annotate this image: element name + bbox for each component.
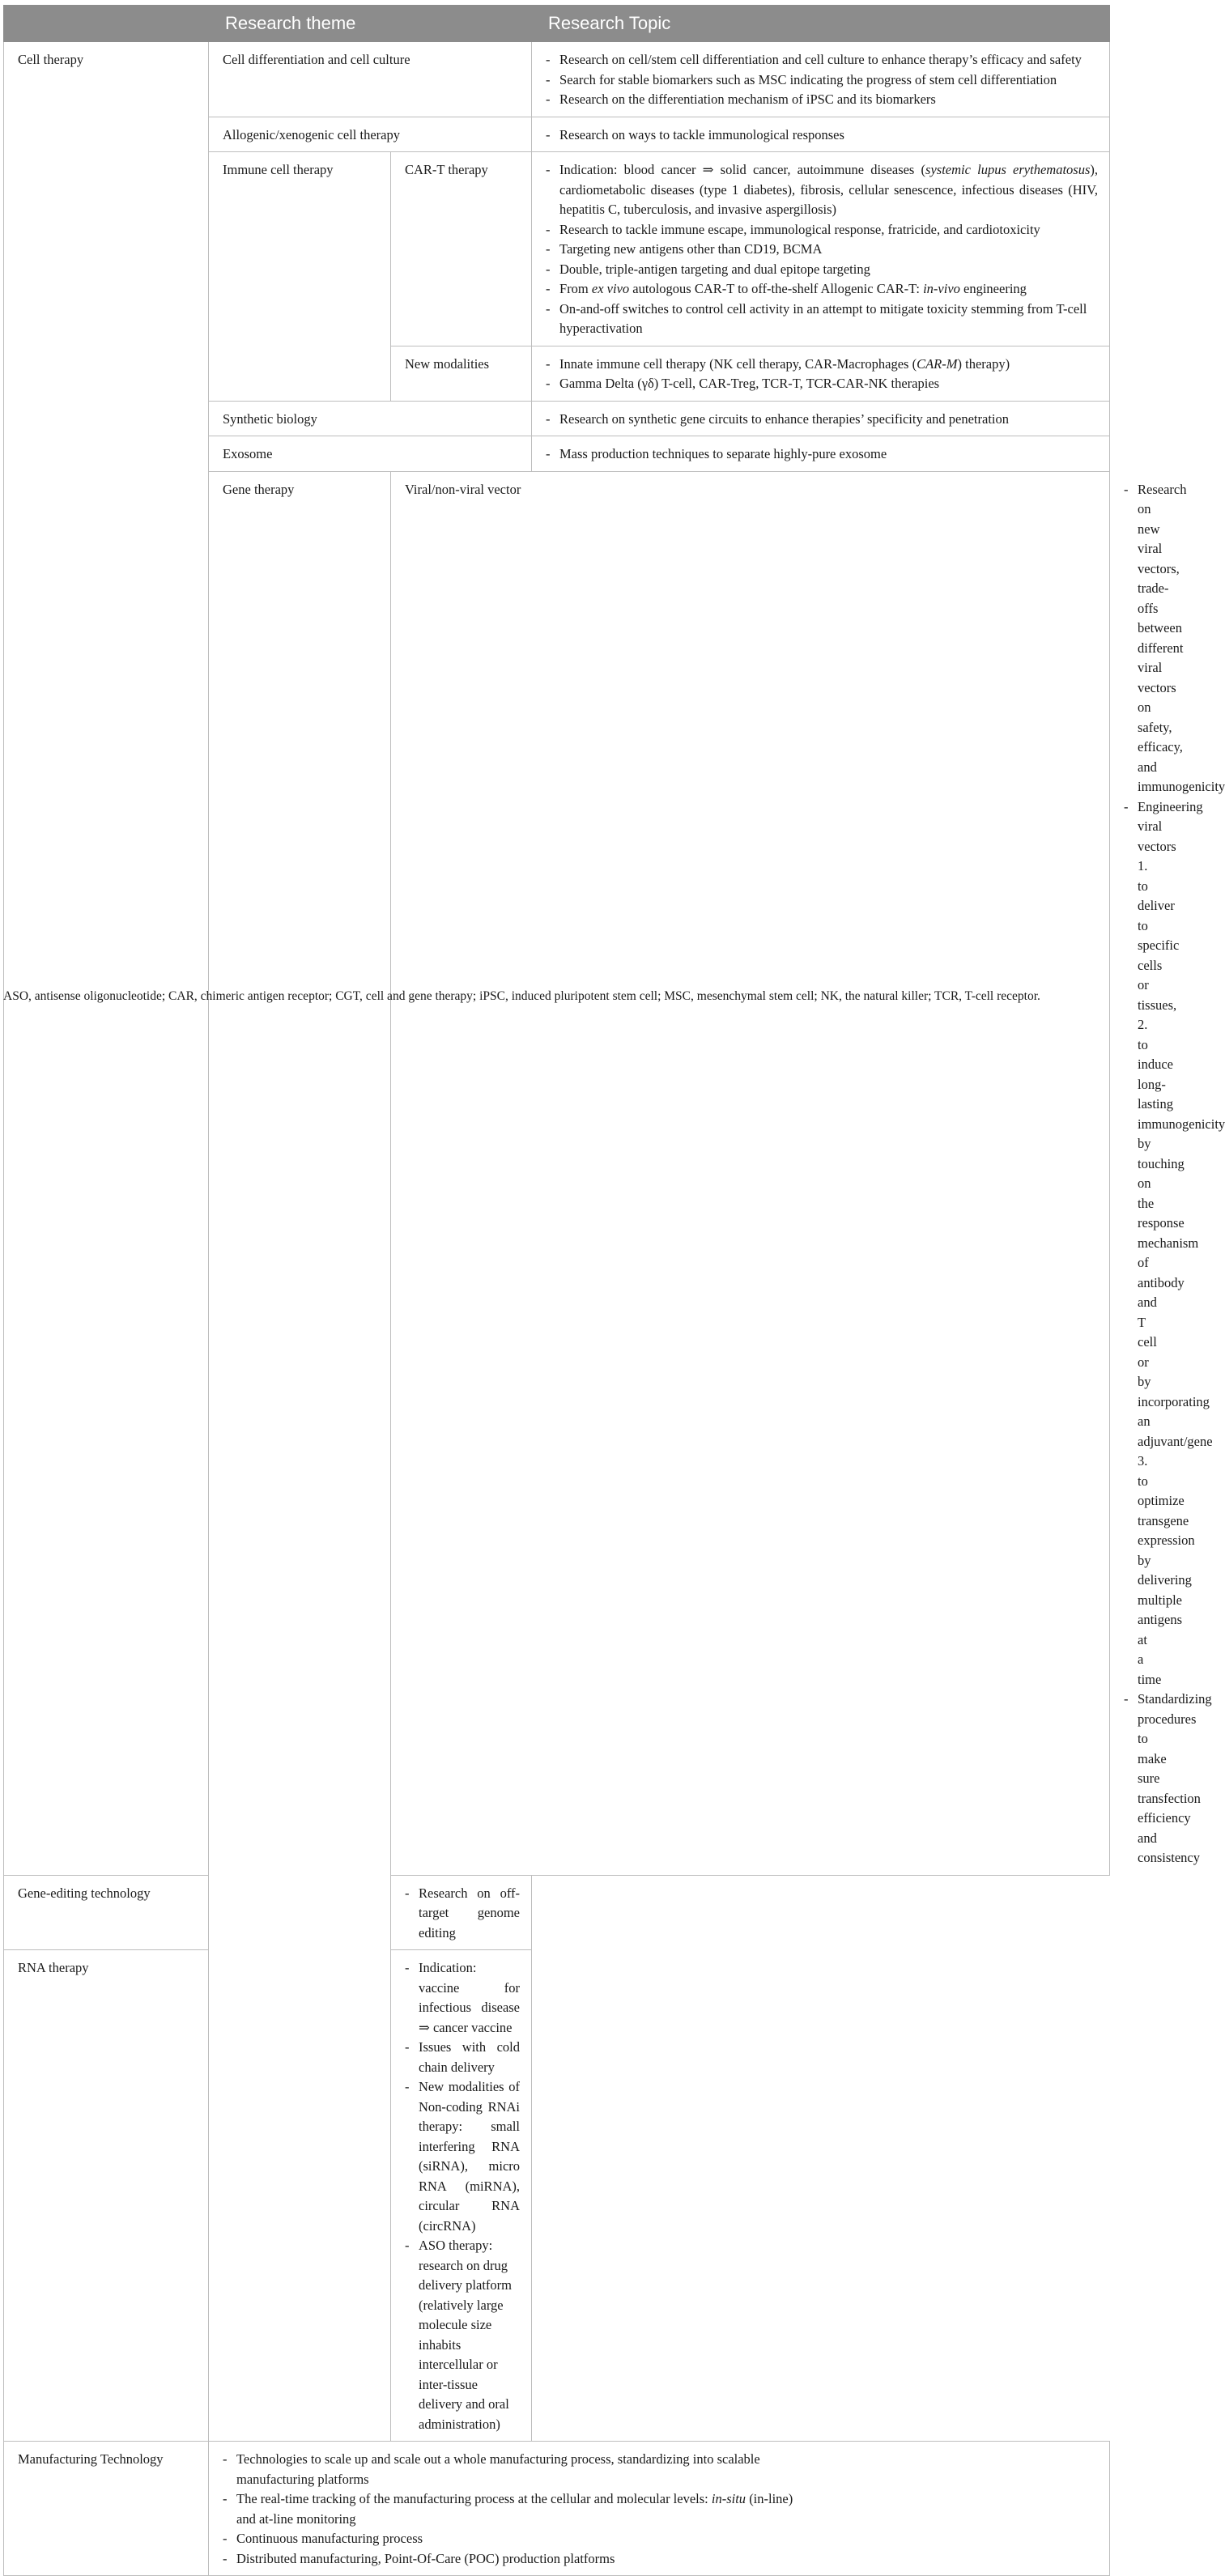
- topics-car-t: [532, 152, 1110, 346]
- theme-rna-therapy: RNA therapy: [4, 1950, 391, 2442]
- list-item: - Engineering viral vectors 1. to deliver to specific cells or tissues, 2. to induce long-lasting immunogenicity by touching on the response mechanism of antibody and T cell or by incorporating an adjuvant/gene 3. to optimize transgene expression by delivering multiple antigens at a time: [1124, 797, 1138, 1690]
- topics-cell-differentiation: [532, 42, 1110, 117]
- list-item: - Indication: blood cancer ⇒ solid cancer, autoimmune diseases (systemic lupus erythematosus), cardiometabolic diseases (type 1 diabetes), fibrosis, cellular senescence, infectious diseases (HIV, hepatitis C, tuberculosis, and invasive aspergillosis): [546, 160, 1098, 220]
- list-item: - Research on cell/stem cell differentiation and cell culture to enhance therapy’s efficacy and safety: [546, 50, 1098, 70]
- theme-synthetic-biology: Synthetic biology: [209, 401, 532, 436]
- topics-rna-therapy: [391, 1950, 532, 2442]
- list-item: - Gamma Delta (γδ) T-cell, CAR-Treg, TCR-T, TCR-CAR-NK therapies: [546, 374, 1098, 394]
- theme-gene-editing: Gene-editing technology: [4, 1875, 391, 1950]
- list-item: - New modalities of Non-coding RNAi therapy: small interfering RNA (siRNA), micro RNA (miRNA), circular RNA (circRNA): [405, 2077, 520, 2236]
- list-item: - Technologies to scale up and scale out a whole manufacturing process, standardizing into scalable manufacturing platforms: [223, 2450, 1098, 2489]
- subtheme-new-modalities: New modalities: [391, 346, 532, 401]
- list-item: - Research on new viral vectors, trade-offs between different viral vectors on safety, efficacy, and immunogenicity: [1124, 480, 1138, 797]
- header-research-theme: Research theme: [209, 6, 532, 42]
- list-item: - Targeting new antigens other than CD19, BCMA: [546, 240, 1098, 260]
- list-item: - Research to tackle immune escape, immunological response, fratricide, and cardiotoxicity: [546, 220, 1098, 240]
- list-item: - Research on off-target genome editing: [405, 1884, 520, 1944]
- list-item: - The real-time tracking of the manufacturing process at the cellular and molecular levels: in-situ (in-line) and at-line monitoring: [223, 2489, 1098, 2529]
- category-cell-therapy: Cell therapy: [4, 42, 209, 1876]
- research-table: [3, 5, 1225, 2576]
- table-footnote: ASO, antisense oligonucleotide; CAR, chimeric antigen receptor; CGT, cell and gene therapy; iPSC, induced pluripotent stem cell; MSC, mesenchymal stem cell; NK, the natural killer; TCR, T-cell receptor.: [3, 989, 1040, 1003]
- topics-manufacturing: [209, 2442, 1110, 2576]
- theme-exosome: Exosome: [209, 436, 532, 472]
- list-item: - Indication: vaccine for infectious disease ⇒ cancer vaccine: [405, 1958, 520, 2038]
- theme-viral-vector: Viral/non-viral vector: [391, 471, 1110, 1875]
- research-table-container: [3, 5, 1225, 2576]
- list-item: - Distributed manufacturing, Point-Of-Care (POC) production platforms: [223, 2549, 1098, 2570]
- list-item: - On-and-off switches to control cell activity in an attempt to mitigate toxicity stemming from T-cell hyperactivation: [546, 300, 1098, 339]
- list-item: - Continuous manufacturing process: [223, 2529, 1098, 2549]
- table-row: [4, 2442, 1110, 2576]
- topics-exosome: [532, 436, 1110, 472]
- header-research-topic: Research Topic: [532, 6, 1110, 42]
- category-gene-therapy: Gene therapy: [209, 471, 391, 2442]
- table-row: [4, 1950, 1110, 2442]
- list-item: - Research on ways to tackle immunological responses: [546, 125, 1098, 146]
- topics-allogenic: [532, 117, 1110, 152]
- subtheme-car-t: CAR-T therapy: [391, 152, 532, 346]
- list-item: - Standardizing procedures to make sure transfection efficiency and consistency: [1124, 1690, 1138, 1868]
- topics-new-modalities: [532, 346, 1110, 401]
- table-header-row: [4, 6, 1110, 42]
- list-item: - Issues with cold chain delivery: [405, 2038, 520, 2077]
- category-manufacturing: Manufacturing Technology: [4, 2442, 209, 2576]
- list-item: - Mass production techniques to separate highly-pure exosome: [546, 444, 1098, 465]
- header-category: [4, 6, 209, 42]
- theme-cell-differentiation: Cell differentiation and cell culture: [209, 42, 532, 117]
- theme-immune-cell-therapy: Immune cell therapy: [209, 152, 391, 402]
- topics-gene-editing: [391, 1875, 532, 1950]
- list-item: - Search for stable biomarkers such as MSC indicating the progress of stem cell differentiation: [546, 70, 1098, 91]
- theme-allogenic: Allogenic/xenogenic cell therapy: [209, 117, 532, 152]
- list-item: - Research on the differentiation mechanism of iPSC and its biomarkers: [546, 90, 1098, 110]
- table-row: [4, 1875, 1110, 1950]
- topics-synthetic-biology: [532, 401, 1110, 436]
- list-item: - Research on synthetic gene circuits to enhance therapies’ specificity and penetration: [546, 410, 1098, 430]
- list-item: - Double, triple-antigen targeting and dual epitope targeting: [546, 260, 1098, 280]
- list-item: - Innate immune cell therapy (NK cell therapy, CAR-Macrophages (CAR-M) therapy): [546, 355, 1098, 375]
- table-row: [4, 42, 1110, 117]
- list-item: - From ex vivo autologous CAR-T to off-the-shelf Allogenic CAR-T: in-vivo engineering: [546, 279, 1098, 300]
- list-item: - ASO therapy: research on drug delivery platform (relatively large molecule size inhabits intercellular or inter-tissue delivery and oral administration): [405, 2236, 520, 2434]
